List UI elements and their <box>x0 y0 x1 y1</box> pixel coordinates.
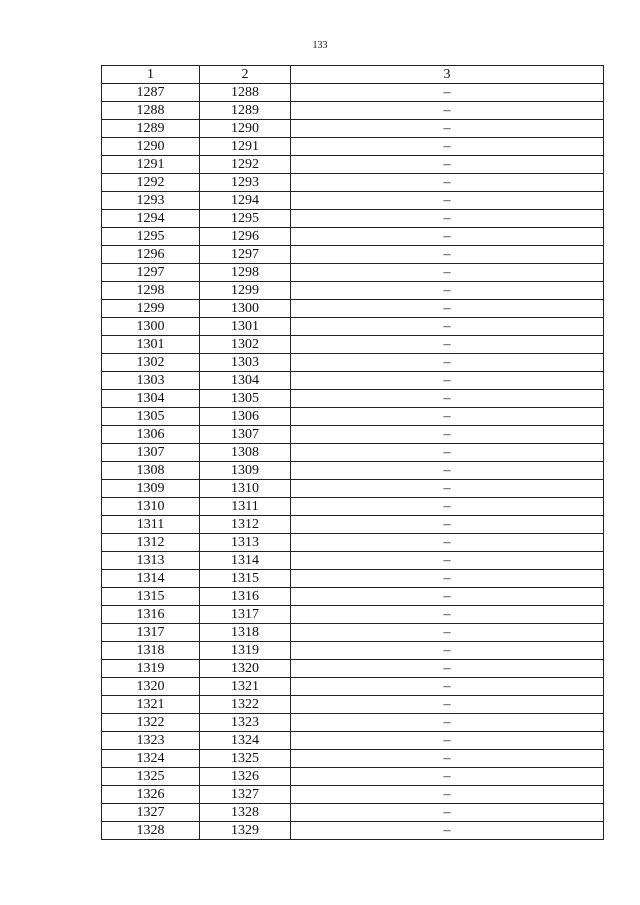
table-cell-col-1: 1290 <box>102 138 200 156</box>
table-cell-col-1: 1295 <box>102 228 200 246</box>
table-row <box>102 300 604 318</box>
table-cell-col-3: – <box>291 318 604 336</box>
table-cell-col-1: 1311 <box>102 516 200 534</box>
table-row <box>102 156 604 174</box>
table-cell-col-1: 1306 <box>102 426 200 444</box>
table-cell-col-1: 1327 <box>102 804 200 822</box>
table-row <box>102 282 604 300</box>
table-cell-col-2: 1329 <box>200 822 291 840</box>
table-row <box>102 624 604 642</box>
table-row <box>102 318 604 336</box>
table-cell-col-3: – <box>291 246 604 264</box>
table-cell-col-2: 1297 <box>200 246 291 264</box>
table-cell-col-2: 1288 <box>200 84 291 102</box>
table-cell-col-3: – <box>291 354 604 372</box>
table-cell-col-2: 1308 <box>200 444 291 462</box>
table-cell-col-3: – <box>291 390 604 408</box>
table-row <box>102 264 604 282</box>
table-row <box>102 660 604 678</box>
table-cell-col-3: – <box>291 426 604 444</box>
table-cell-col-1: 1307 <box>102 444 200 462</box>
table-cell-col-1: 1319 <box>102 660 200 678</box>
table-cell-col-3: – <box>291 498 604 516</box>
table-cell-col-1: 1296 <box>102 246 200 264</box>
table-row <box>102 372 604 390</box>
table-cell-col-2: 1301 <box>200 318 291 336</box>
table-row <box>102 210 604 228</box>
table-row <box>102 678 604 696</box>
table-cell-col-2: 1325 <box>200 750 291 768</box>
table-cell-col-2: 1323 <box>200 714 291 732</box>
table-cell-col-2: 1320 <box>200 660 291 678</box>
table-cell-col-3: – <box>291 444 604 462</box>
table-cell-col-1: 1310 <box>102 498 200 516</box>
table-row <box>102 606 604 624</box>
table-cell-col-3: – <box>291 750 604 768</box>
table-cell-col-3: – <box>291 210 604 228</box>
table-cell-col-2: 1300 <box>200 300 291 318</box>
table-row <box>102 408 604 426</box>
table-cell-col-3: – <box>291 462 604 480</box>
table-cell-col-3: – <box>291 714 604 732</box>
table-cell-col-2: 1298 <box>200 264 291 282</box>
table-cell-col-2: 1306 <box>200 408 291 426</box>
table-cell-col-1: 1302 <box>102 354 200 372</box>
table-cell-col-2: 1294 <box>200 192 291 210</box>
table-cell-col-2: 1293 <box>200 174 291 192</box>
table-cell-col-2: 1319 <box>200 642 291 660</box>
table-cell-col-2: 1312 <box>200 516 291 534</box>
data-table <box>101 65 604 840</box>
table-cell-col-2: 1326 <box>200 768 291 786</box>
table-cell-col-1: 1309 <box>102 480 200 498</box>
table-row <box>102 390 604 408</box>
table-cell-col-2: 1303 <box>200 354 291 372</box>
table-row <box>102 426 604 444</box>
table-cell-col-2: 1314 <box>200 552 291 570</box>
table-cell-col-1: 1288 <box>102 102 200 120</box>
table-row <box>102 246 604 264</box>
table-row <box>102 822 604 840</box>
table-cell-col-2: 1305 <box>200 390 291 408</box>
table-cell-col-1: 1293 <box>102 192 200 210</box>
table-body <box>102 84 604 840</box>
table-cell-col-3: – <box>291 480 604 498</box>
column-header-3: 3 <box>291 66 604 84</box>
table-cell-col-3: – <box>291 822 604 840</box>
table-cell-col-2: 1311 <box>200 498 291 516</box>
table-row <box>102 570 604 588</box>
table-cell-col-1: 1324 <box>102 750 200 768</box>
table-cell-col-3: – <box>291 156 604 174</box>
table-cell-col-3: – <box>291 534 604 552</box>
table-cell-col-1: 1318 <box>102 642 200 660</box>
table-cell-col-2: 1307 <box>200 426 291 444</box>
table-cell-col-1: 1315 <box>102 588 200 606</box>
table-cell-col-2: 1327 <box>200 786 291 804</box>
table-cell-col-3: – <box>291 570 604 588</box>
table-cell-col-2: 1318 <box>200 624 291 642</box>
table-cell-col-3: – <box>291 372 604 390</box>
table-cell-col-3: – <box>291 660 604 678</box>
table-cell-col-2: 1315 <box>200 570 291 588</box>
table-cell-col-2: 1309 <box>200 462 291 480</box>
table-row <box>102 516 604 534</box>
table-row <box>102 696 604 714</box>
table-cell-col-2: 1322 <box>200 696 291 714</box>
table-cell-col-1: 1320 <box>102 678 200 696</box>
column-header-1: 1 <box>102 66 200 84</box>
table-cell-col-1: 1287 <box>102 84 200 102</box>
table-cell-col-1: 1317 <box>102 624 200 642</box>
table-header-row <box>102 66 604 84</box>
table-cell-col-3: – <box>291 300 604 318</box>
table-cell-col-1: 1299 <box>102 300 200 318</box>
table-cell-col-2: 1321 <box>200 678 291 696</box>
table-cell-col-3: – <box>291 606 604 624</box>
table-cell-col-3: – <box>291 138 604 156</box>
table-cell-col-3: – <box>291 696 604 714</box>
column-header-2: 2 <box>200 66 291 84</box>
table-cell-col-3: – <box>291 804 604 822</box>
table-row <box>102 786 604 804</box>
page-number: 133 <box>312 40 328 51</box>
table-cell-col-1: 1289 <box>102 120 200 138</box>
table-cell-col-1: 1304 <box>102 390 200 408</box>
table-row <box>102 480 604 498</box>
table-cell-col-1: 1314 <box>102 570 200 588</box>
table-cell-col-3: – <box>291 102 604 120</box>
table-row <box>102 462 604 480</box>
table-cell-col-2: 1324 <box>200 732 291 750</box>
table-cell-col-3: – <box>291 642 604 660</box>
table-cell-col-3: – <box>291 588 604 606</box>
table-cell-col-3: – <box>291 768 604 786</box>
table-row <box>102 102 604 120</box>
table-row <box>102 354 604 372</box>
table-cell-col-2: 1290 <box>200 120 291 138</box>
table-cell-col-3: – <box>291 408 604 426</box>
table-row <box>102 174 604 192</box>
table-row <box>102 498 604 516</box>
table-cell-col-2: 1295 <box>200 210 291 228</box>
table-cell-col-1: 1298 <box>102 282 200 300</box>
table-cell-col-2: 1291 <box>200 138 291 156</box>
table-cell-col-2: 1299 <box>200 282 291 300</box>
table-row <box>102 714 604 732</box>
table-row <box>102 120 604 138</box>
table-row <box>102 534 604 552</box>
table-cell-col-2: 1317 <box>200 606 291 624</box>
table-row <box>102 84 604 102</box>
table-cell-col-2: 1302 <box>200 336 291 354</box>
table-cell-col-1: 1291 <box>102 156 200 174</box>
table-cell-col-1: 1297 <box>102 264 200 282</box>
table-cell-col-1: 1316 <box>102 606 200 624</box>
table-cell-col-3: – <box>291 84 604 102</box>
table-cell-col-1: 1301 <box>102 336 200 354</box>
table-row <box>102 768 604 786</box>
table-cell-col-1: 1312 <box>102 534 200 552</box>
table-cell-col-3: – <box>291 228 604 246</box>
table-cell-col-3: – <box>291 120 604 138</box>
table-cell-col-2: 1316 <box>200 588 291 606</box>
table-cell-col-3: – <box>291 264 604 282</box>
table-cell-col-1: 1305 <box>102 408 200 426</box>
table-cell-col-1: 1326 <box>102 786 200 804</box>
table-cell-col-3: – <box>291 732 604 750</box>
table-cell-col-1: 1303 <box>102 372 200 390</box>
table-cell-col-2: 1328 <box>200 804 291 822</box>
table-row <box>102 552 604 570</box>
table-cell-col-3: – <box>291 192 604 210</box>
table-cell-col-3: – <box>291 678 604 696</box>
table-cell-col-3: – <box>291 552 604 570</box>
table-cell-col-1: 1325 <box>102 768 200 786</box>
table-cell-col-2: 1310 <box>200 480 291 498</box>
table-row <box>102 336 604 354</box>
table-row <box>102 228 604 246</box>
table-cell-col-3: – <box>291 174 604 192</box>
table-cell-col-1: 1308 <box>102 462 200 480</box>
table-row <box>102 138 604 156</box>
table-cell-col-1: 1292 <box>102 174 200 192</box>
table-row <box>102 732 604 750</box>
table-cell-col-1: 1328 <box>102 822 200 840</box>
table-cell-col-1: 1322 <box>102 714 200 732</box>
table-cell-col-1: 1321 <box>102 696 200 714</box>
table-cell-col-1: 1300 <box>102 318 200 336</box>
table-row <box>102 804 604 822</box>
table-cell-col-1: 1323 <box>102 732 200 750</box>
table-cell-col-3: – <box>291 786 604 804</box>
table-cell-col-3: – <box>291 336 604 354</box>
table-cell-col-3: – <box>291 282 604 300</box>
table-cell-col-2: 1313 <box>200 534 291 552</box>
table-row <box>102 444 604 462</box>
table-row <box>102 750 604 768</box>
table-cell-col-3: – <box>291 624 604 642</box>
table-cell-col-1: 1313 <box>102 552 200 570</box>
table-cell-col-2: 1289 <box>200 102 291 120</box>
table-cell-col-2: 1304 <box>200 372 291 390</box>
table-row <box>102 588 604 606</box>
table-row <box>102 642 604 660</box>
table-cell-col-2: 1296 <box>200 228 291 246</box>
table-cell-col-1: 1294 <box>102 210 200 228</box>
table-row <box>102 192 604 210</box>
table-cell-col-3: – <box>291 516 604 534</box>
table-cell-col-2: 1292 <box>200 156 291 174</box>
